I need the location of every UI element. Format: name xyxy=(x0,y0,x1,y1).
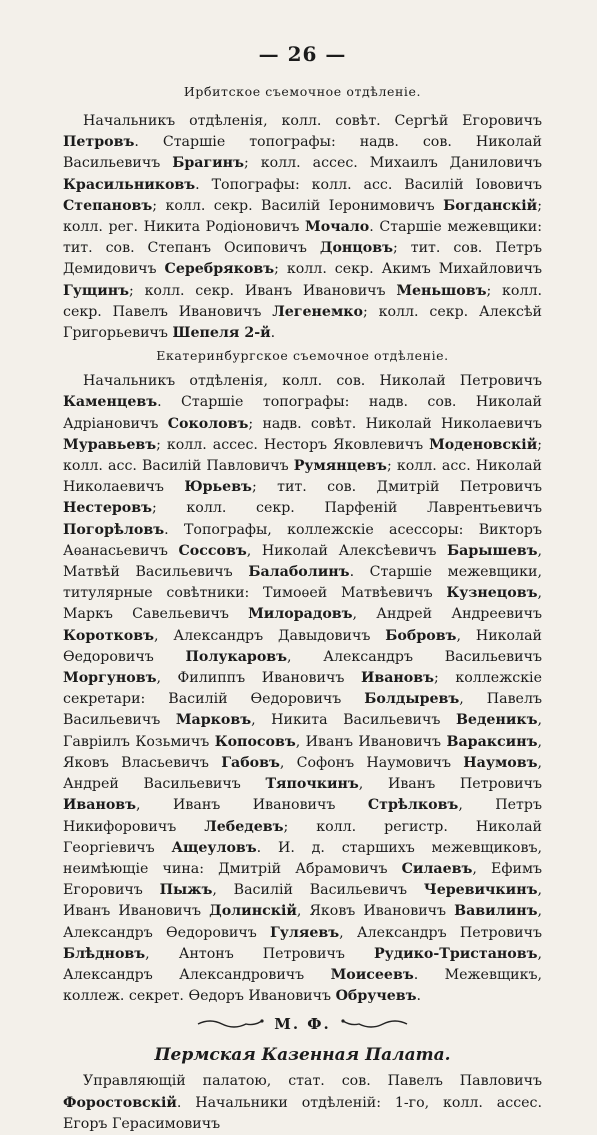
text-run: . xyxy=(270,325,276,342)
text-run: ; надв. совѣт. Николай Николаевичъ xyxy=(248,415,542,432)
surname: Вавилинъ xyxy=(454,903,538,920)
text-run: ; колл. ассес. Несторъ Яковлевичъ xyxy=(156,436,430,453)
text-run: , Николай Ѳедоровичъ xyxy=(63,627,543,665)
text-run: ; колл. асс. Василій Павловичъ xyxy=(63,436,542,475)
surname: Тяпочкинъ xyxy=(265,776,359,793)
surname: Донцовъ xyxy=(319,240,393,257)
section-paragraph-irbit xyxy=(63,111,542,344)
surname: Моденовскій xyxy=(429,436,538,453)
text-run: , Иванъ Ивановичъ xyxy=(136,797,368,814)
surname: Габовъ xyxy=(221,754,280,771)
surname: Ащеуловъ xyxy=(171,839,257,856)
text-run: . Старшіе межевщики, титулярные совѣтники: Тимоѳей Матвѣевичъ xyxy=(63,564,543,602)
text-run: ; коллежскіе секретари: Василій Ѳедоровичъ xyxy=(63,670,542,708)
text-run: . xyxy=(416,988,422,1005)
surname: Болдыревъ xyxy=(364,691,460,708)
text-run: , Никита Васильевичъ xyxy=(251,712,456,729)
surname: Румянцевъ xyxy=(293,458,387,475)
surname: Силаевъ xyxy=(401,860,473,877)
surname: Петровъ xyxy=(63,134,135,151)
text-run: ; тит. сов. Петръ Демидовичъ xyxy=(63,240,542,278)
text-run: , Александръ Васильевичъ xyxy=(287,648,542,665)
text-run: , Ефимъ Егоровичъ xyxy=(63,860,543,899)
surname: Вараксинъ xyxy=(446,733,538,750)
surname: Красильниковъ xyxy=(63,176,196,193)
surname: Богданскій xyxy=(443,197,538,214)
text-run: ; тит. сов. Дмитрій Петровичъ xyxy=(251,479,542,496)
text-run: ; колл. секр. Акимъ Михайловичъ xyxy=(274,261,542,278)
text-run: , Матвѣй Васильевичъ xyxy=(63,542,542,581)
text-run: , Петръ Никифоровичъ xyxy=(63,797,542,835)
surname: Стрѣлковъ xyxy=(367,797,459,814)
text-run: , Гавріилъ Козьмичъ xyxy=(63,712,542,750)
text-run: Начальникъ отдѣленія, колл. совѣт. Сергѣй Егоровичъ xyxy=(83,113,542,129)
text-run: , Филиппъ Ивановичъ xyxy=(156,670,361,687)
surname: Балаболинъ xyxy=(248,564,350,581)
surname: Коротковъ xyxy=(63,627,154,644)
text-run: . Топографы: колл. асс. Василій Іововичъ xyxy=(195,176,542,193)
surname: Брагинъ xyxy=(172,155,244,172)
surname: Гуляевъ xyxy=(270,924,340,941)
surname: Лебедевъ xyxy=(204,818,284,835)
text-run: ; колл. секр. Парфеній Лаврентьевичъ xyxy=(152,500,542,517)
text-run: ; колл. секр. Василій Іеронимовичъ xyxy=(152,197,444,214)
surname: Ивановъ xyxy=(360,670,435,687)
surname: Соколовъ xyxy=(167,415,249,432)
text-run: , Александръ Ѳедоровичъ xyxy=(63,903,542,941)
text-run: . Старшіе топографы: надв. сов. Николай Адріановичъ xyxy=(63,394,542,432)
surname: Бобровъ xyxy=(385,627,457,644)
surname: Легенемко xyxy=(272,303,363,320)
text-run: , Яковъ Власьевичъ xyxy=(63,733,542,771)
text-run: ; колл. ассес. Михаилъ Даниловичъ xyxy=(243,155,542,172)
text-run: , Александръ Петровичъ xyxy=(339,924,542,941)
text-run: Начальникъ отдѣленія, колл. сов. Николай Петровичъ xyxy=(83,373,542,390)
surname: Форостовскій xyxy=(63,1094,177,1111)
surname: Черевичкинъ xyxy=(423,882,538,899)
surname: Рудико-Тристановъ xyxy=(373,945,538,962)
surname: Копосовъ xyxy=(214,733,296,750)
surname: Веденикъ xyxy=(455,712,538,729)
surname: Блѣдновъ xyxy=(63,945,146,962)
text-run: . Межевщикъ, коллеж. секрет. Ѳедоръ Ивановичъ xyxy=(63,966,542,1005)
surname: Шепеля 2-й xyxy=(172,325,271,342)
text-run: , Антонъ Петровичъ xyxy=(145,945,374,962)
text-run: , Иванъ Ивановичъ xyxy=(295,733,447,750)
surname: Серебряковъ xyxy=(164,261,275,278)
text-run: , Андрей Васильевичъ xyxy=(63,754,542,793)
section-heading-ekaterinburg: Екатеринбургское съемочное отдѣленіе. xyxy=(156,348,449,364)
surname: Погорѣловъ xyxy=(63,521,165,538)
surname: Милорадовъ xyxy=(248,606,353,623)
text-run: , Николай Алексѣевичъ xyxy=(246,542,447,559)
flourish-right-icon xyxy=(339,1017,409,1031)
text-run: . Топографы, коллежскіе асессоры: Викторъ Аѳанасьевичъ xyxy=(63,521,542,559)
surname: Моргуновъ xyxy=(63,670,157,687)
page-number: — 26 — xyxy=(258,42,347,66)
text-run: ; колл. секр. Иванъ Ивановичъ xyxy=(129,282,397,299)
text-run: ; колл. регистр. Николай Георгіевичъ xyxy=(63,818,542,856)
text-run: Управляющій палатою, стат. сов. Павелъ Павловичъ xyxy=(83,1073,542,1090)
surname: Мочало xyxy=(305,219,370,236)
text-run: , Андрей Андреевичъ xyxy=(352,606,542,623)
flourish-left-icon xyxy=(196,1017,266,1031)
text-run: , Александръ Давыдовичъ xyxy=(154,627,386,644)
text-run: . Старшіе межевщики: тит. сов. Степанъ Осиповичъ xyxy=(63,219,542,257)
surname: Марковъ xyxy=(175,712,252,729)
surname: Ивановъ xyxy=(63,797,137,814)
section-paragraph-ekaterinburg xyxy=(63,371,542,1007)
text-run: . Старшіе топографы: надв. сов. Николай Васильевичъ xyxy=(63,134,542,172)
surname: Муравьевъ xyxy=(63,436,157,453)
surname: Долинскій xyxy=(209,903,297,920)
surname: Нестеровъ xyxy=(63,500,153,517)
surname: Кузнецовъ xyxy=(446,585,538,602)
text-run: , Яковъ Ивановичъ xyxy=(296,903,455,920)
text-run: ; колл. секр. Павелъ Ивановичъ xyxy=(63,282,542,320)
ornament-divider xyxy=(63,1015,542,1035)
text-run: , Василій Васильевичъ xyxy=(212,882,424,899)
surname: Гущинъ xyxy=(63,282,130,299)
surname: Полукаровъ xyxy=(185,648,288,665)
surname: Каменцевъ xyxy=(63,394,158,411)
surname: Моисеевъ xyxy=(330,966,414,983)
section-paragraph-perm xyxy=(63,1071,542,1135)
surname: Юрьевъ xyxy=(184,479,252,496)
surname: Наумовъ xyxy=(463,754,538,771)
surname: Меньшовъ xyxy=(396,282,487,299)
text-run: ; колл. асс. Николай Николаевичъ xyxy=(63,458,542,496)
text-run: , Александръ Александровичъ xyxy=(63,945,542,983)
text-run: . И. д. старшихъ межевщиковъ, неимѣющіе чина: Дмитрій Абрамовичъ xyxy=(63,839,542,877)
text-run: ; колл. секр. Алексѣй Григорьевичъ xyxy=(63,303,542,342)
text-run: , Иванъ Петровичъ xyxy=(358,776,542,793)
text-run: , Иванъ Ивановичъ xyxy=(63,882,542,920)
text-run: ; колл. рег. Никита Родіоновичъ xyxy=(63,197,542,236)
text-run: , Софонъ Наумовичъ xyxy=(279,754,464,771)
surname: Обручевъ xyxy=(335,988,417,1005)
surname: Степановъ xyxy=(63,197,153,214)
surname: Пыжъ xyxy=(159,882,213,899)
text-run: . Начальники отдѣленій: 1-го, колл. ассес. Егоръ Герасимовичъ xyxy=(63,1094,542,1132)
ornament-monogram: М. Ф. xyxy=(274,1015,331,1034)
surname: Барышевъ xyxy=(447,542,538,559)
text-run: , Маркъ Савельевичъ xyxy=(63,585,542,623)
text-run: , Павелъ Васильевичъ xyxy=(63,691,542,729)
section-heading-irbit: Ирбитское съемочное отдѣленіе. xyxy=(183,84,422,99)
surname: Соссовъ xyxy=(178,542,247,559)
section-title-perm: Пермская Казенная Палата. xyxy=(154,1045,451,1066)
